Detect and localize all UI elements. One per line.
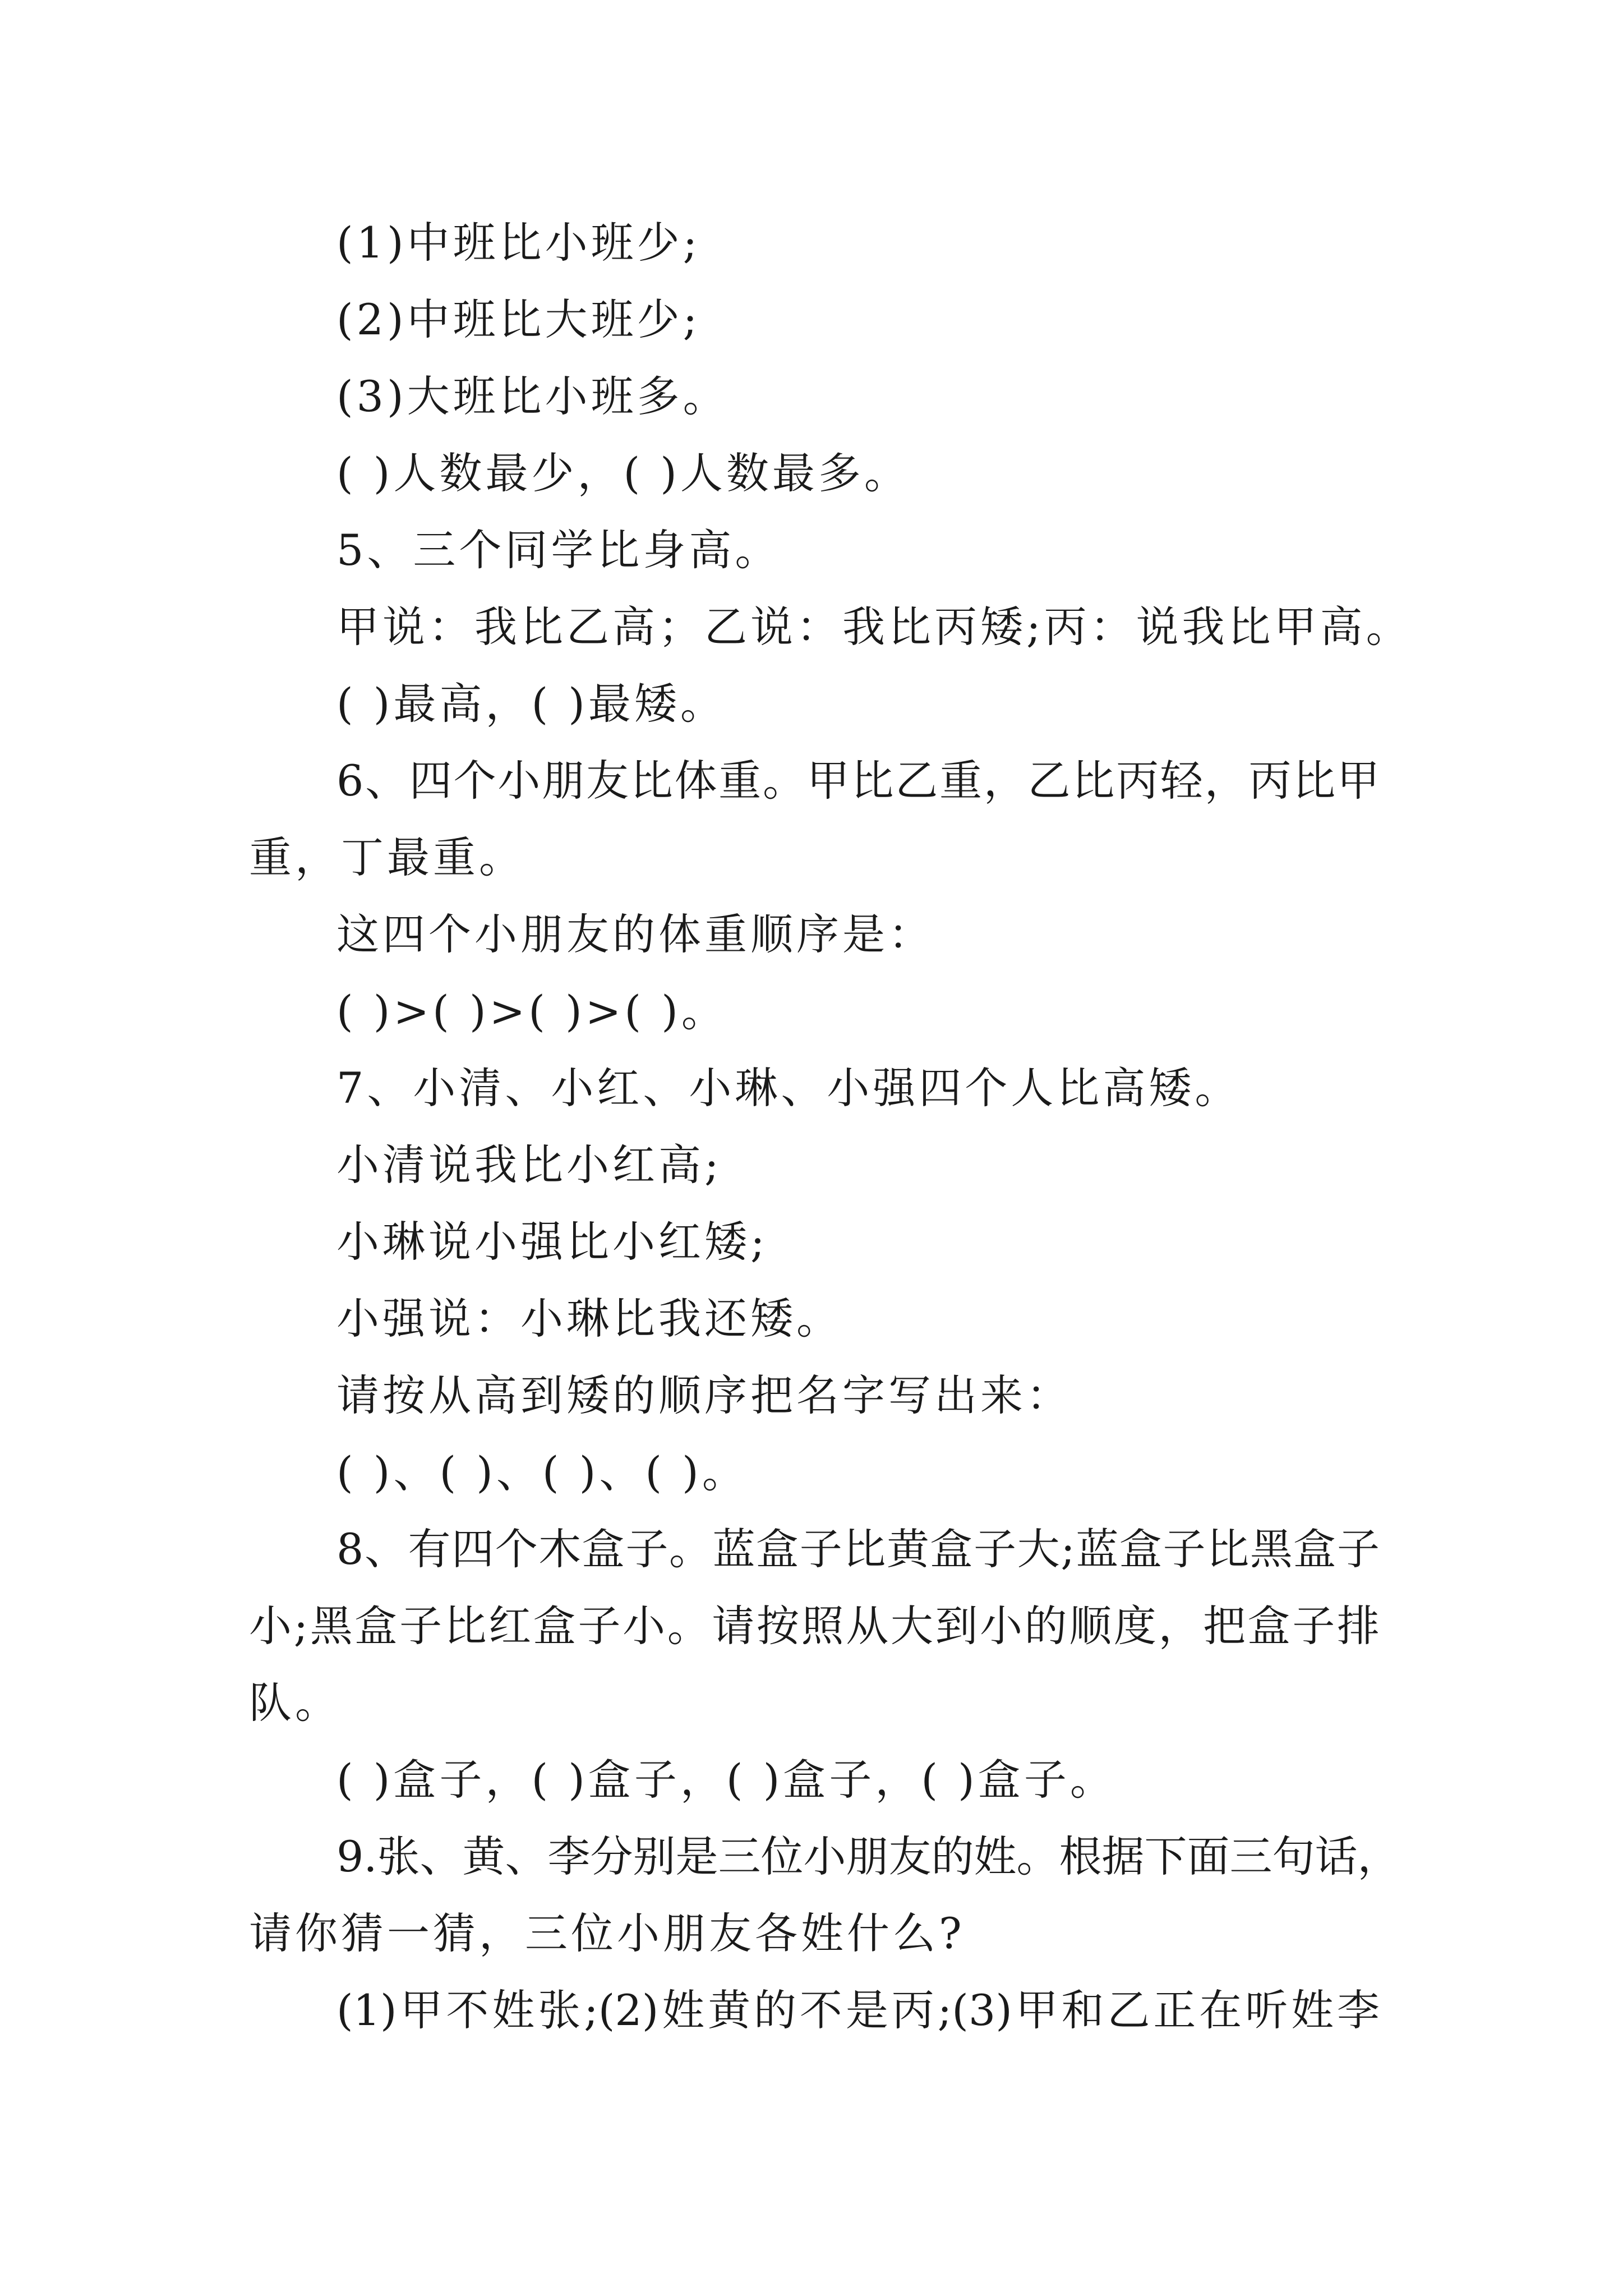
text-line: 小清说我比小红高; [336,1140,722,1190]
text-line: 6、四个小朋友比体重。甲比乙重，乙比丙轻，丙比甲 [336,756,1380,806]
text-line: (3)大班比小班多。 [336,371,729,421]
text-line: 8、有四个木盒子。蓝盒子比黄盒子大;蓝盒子比黑盒子 [336,1524,1380,1574]
text-line: 小琳说小强比小红矮; [336,1217,768,1267]
text-line: 小;黑盒子比红盒子小。请按照从大到小的顺度，把盒子排 [249,1601,1380,1651]
text-line: (1)中班比小班少; [336,218,701,268]
text-line: (1)甲不姓张;(2)姓黄的不是丙;(3)甲和乙正在听姓李 [336,1985,1380,2035]
text-line: 队。 [249,1678,341,1728]
text-line: (2)中班比大班少; [336,295,701,344]
text-line: 请你猜一猜，三位小朋友各姓什么? [249,1908,965,1958]
text-line: ( )人数最少，( )人数最多。 [336,448,910,498]
text-line: ( )盒子，( )盒子，( )盒子，( )盒子。 [336,1755,1116,1805]
text-line: ( )、( )、( )、( )。 [336,1447,748,1497]
text-line: 9.张、黄、李分别是三位小朋友的姓。根据下面三句话， [336,1832,1400,1881]
text-line: 重，丁最重。 [249,832,525,882]
text-line: 7、小清、小红、小琳、小强四个人比高矮。 [336,1063,1241,1113]
text-line: 这四个小朋友的体重顺序是： [336,909,934,959]
text-line: ( )>( )>( )>( )。 [336,986,727,1036]
text-line: 5、三个同学比身高。 [336,525,781,575]
text-line: 甲说：我比乙高；乙说：我比丙矮;丙：说我比甲高。 [336,602,1412,652]
text-line: 小强说：小琳比我还矮。 [336,1294,842,1343]
text-line: 请按从高到矮的顺序把名字写出来： [336,1370,1072,1420]
text-line: ( )最高，( )最矮。 [336,679,726,729]
